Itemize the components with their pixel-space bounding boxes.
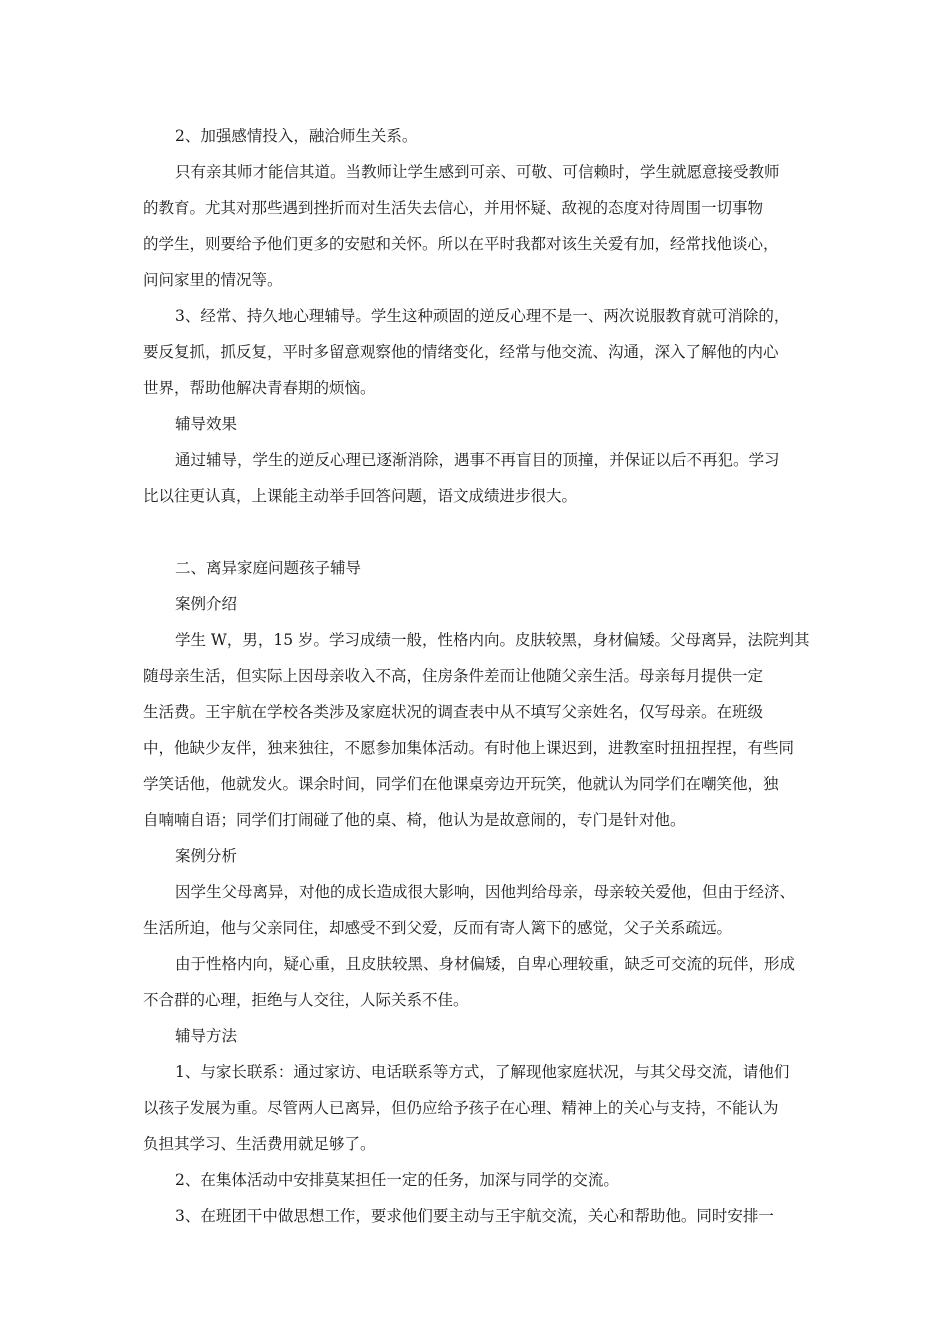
text-line: 生活费。王宇航在学校各类涉及家庭状况的调查表中从不填写父亲姓名，仅写母亲。在班级	[143, 703, 764, 721]
analysis-body-2	[143, 946, 815, 1018]
point-2-heading	[143, 118, 815, 154]
method-2	[143, 1162, 815, 1198]
text-line: 随母亲生活，但实际上因母亲收入不高，住房条件差而让他随父亲生活。母亲每月提供一定	[143, 667, 764, 685]
blank-line	[143, 514, 815, 550]
text-line: 的学生，则要给予他们更多的安慰和关怀。所以在平时我都对该生关爱有加，经常找他谈心，	[143, 235, 779, 253]
text-line: 二、离异家庭问题孩子辅导	[175, 559, 362, 577]
analysis-body-1	[143, 874, 815, 946]
text-line: 2、在集体活动中安排莫某担任一定的任务，加深与同学的交流。	[175, 1171, 619, 1189]
section-heading-case-analysis	[143, 838, 815, 874]
text-line: 1、与家长联系：通过家访、电话联系等方式，了解现他家庭状况，与其父母交流，请他们	[175, 1063, 790, 1081]
point-3-body	[143, 298, 815, 406]
text-line: 只有亲其师才能信其道。当教师让学生感到可亲、可敬、可信赖时，学生就愿意接受教师	[175, 163, 780, 181]
text-line: 通过辅导，学生的逆反心理已逐渐消除，遇事不再盲目的顶撞，并保证以后不再犯。学习	[175, 451, 780, 469]
text-line: 的教育。尤其对那些遇到挫折而对生活失去信心，并用怀疑、敌视的态度对待周围一切事物	[143, 199, 764, 217]
text-line: 生活所迫，他与父亲同住，却感受不到父爱，反而有寄人篱下的感觉，父子关系疏远。	[143, 919, 733, 937]
text-line: 辅导效果	[175, 415, 238, 433]
text-line: 比以往更认真，上课能主动举手回答问题，语文成绩进步很大。	[143, 487, 578, 505]
text-line: 学生 W，男，15 岁。学习成绩一般，性格内向。皮肤较黑，身材偏矮。父母离异，法院判其	[175, 631, 810, 649]
text-line: 学笑话他，他就发火。课余时间，同学们在他课桌旁边开玩笑，他就认为同学们在嘲笑他，独	[143, 775, 779, 793]
section-heading-effect	[143, 406, 815, 442]
effect-body	[143, 442, 815, 514]
section-heading-methods	[143, 1018, 815, 1054]
case-intro-body	[143, 622, 815, 838]
text-line: 中，他缺少友伴，独来独往，不愿参加集体活动。有时他上课迟到，进教室时扭扭捏捏，有些同	[143, 739, 795, 757]
text-line: 2、加强感情投入，融洽师生关系。	[175, 127, 418, 145]
section-heading-case-intro	[143, 586, 815, 622]
text-line: 自喃喃自语；同学们打闹碰了他的桌、椅，他认为是故意闹的，专门是针对他。	[143, 811, 686, 829]
case-2-title	[143, 550, 815, 586]
text-line: 要反复抓，抓反复，平时多留意观察他的情绪变化，经常与他交流、沟通，深入了解他的内心	[143, 343, 779, 361]
text-line: 案例分析	[175, 847, 238, 865]
text-line: 案例介绍	[175, 595, 238, 613]
text-line: 因学生父母离异，对他的成长造成很大影响，因他判给母亲，母亲较关爱他，但由于经济、	[175, 883, 796, 901]
text-line: 不合群的心理，拒绝与人交往，人际关系不佳。	[143, 991, 469, 1009]
method-1	[143, 1054, 815, 1162]
text-line: 辅导方法	[175, 1027, 238, 1045]
text-line: 世界，帮助他解决青春期的烦恼。	[143, 379, 376, 397]
text-line: 问问家里的情况等。	[143, 271, 283, 289]
point-2-body	[143, 154, 815, 298]
method-3	[143, 1198, 815, 1234]
text-line: 以孩子发展为重。尽管两人已离异，但仍应给予孩子在心理、精神上的关心与支持，不能认为	[143, 1099, 779, 1117]
text-line: 3、在班团干中做思想工作，要求他们要主动与王宇航交流，关心和帮助他。同时安排一	[175, 1207, 774, 1225]
text-line: 由于性格内向，疑心重，且皮肤较黑、身材偏矮，自卑心理较重，缺乏可交流的玩伴，形成	[175, 955, 796, 973]
document-body	[143, 118, 815, 1234]
text-line: 3、经常、持久地心理辅导。学生这种顽固的逆反心理不是一、两次说服教育就可消除的，	[175, 307, 790, 325]
text-line: 负担其学习、生活费用就足够了。	[143, 1135, 376, 1153]
